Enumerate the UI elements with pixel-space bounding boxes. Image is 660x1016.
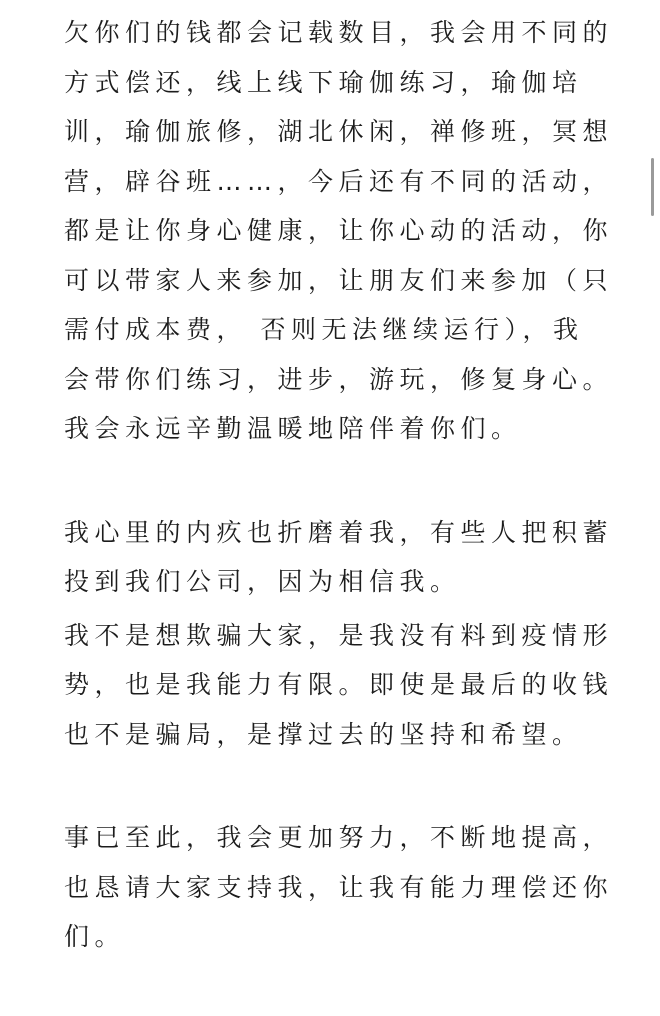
scrollbar-thumb[interactable] (651, 158, 654, 216)
paragraph (64, 8, 614, 454)
text-line: 我心里的内疚也折磨着我，有些人把积蓄 (64, 517, 614, 547)
text-line: 需付成本费， 否则无法继续运行），我 (64, 315, 584, 344)
text-line: 我不是想欺骗大家，是我没有料到疫情形 (64, 620, 614, 650)
text-line: 们。 (64, 922, 126, 951)
text-line: 营，辟谷班……，今后还有不同的活动， (64, 166, 614, 196)
paragraph-spacer (64, 454, 604, 508)
text-line: 训，瑜伽旅修，湖北休闲，禅修班，冥想 (64, 117, 614, 146)
text-line: 欠你们的钱都会记载数目，我会用不同的 (64, 18, 614, 47)
text-line: 也恳请大家支持我，让我有能力理偿还你 (64, 872, 614, 902)
text-line: 投到我们公司，因为相信我。 (64, 567, 461, 596)
text-line: 我会永远辛勤温暖地陪伴着你们。 (64, 414, 522, 443)
text-line: 势，也是我能力有限。即使是最后的收钱 (64, 670, 614, 699)
article-body (64, 8, 614, 962)
text-line: 也不是骗局，是撑过去的坚持和希望。 (64, 719, 583, 749)
paragraph (64, 813, 614, 962)
text-line: 事已至此，我会更加努力，不断地提高， (64, 823, 614, 852)
text-line: 可以带家人来参加，让朋友们来参加（只 (64, 265, 614, 295)
text-line: 会带你们练习，进步，游玩，修复身心。 (64, 364, 614, 394)
paragraph-spacer (64, 759, 604, 813)
text-line: 都是让你身心健康，让你心动的活动，你 (64, 216, 614, 245)
text-line: 方式偿还，线上线下瑜伽练习，瑜伽培 (64, 67, 583, 97)
paragraph (64, 508, 614, 607)
paragraph (64, 611, 614, 760)
